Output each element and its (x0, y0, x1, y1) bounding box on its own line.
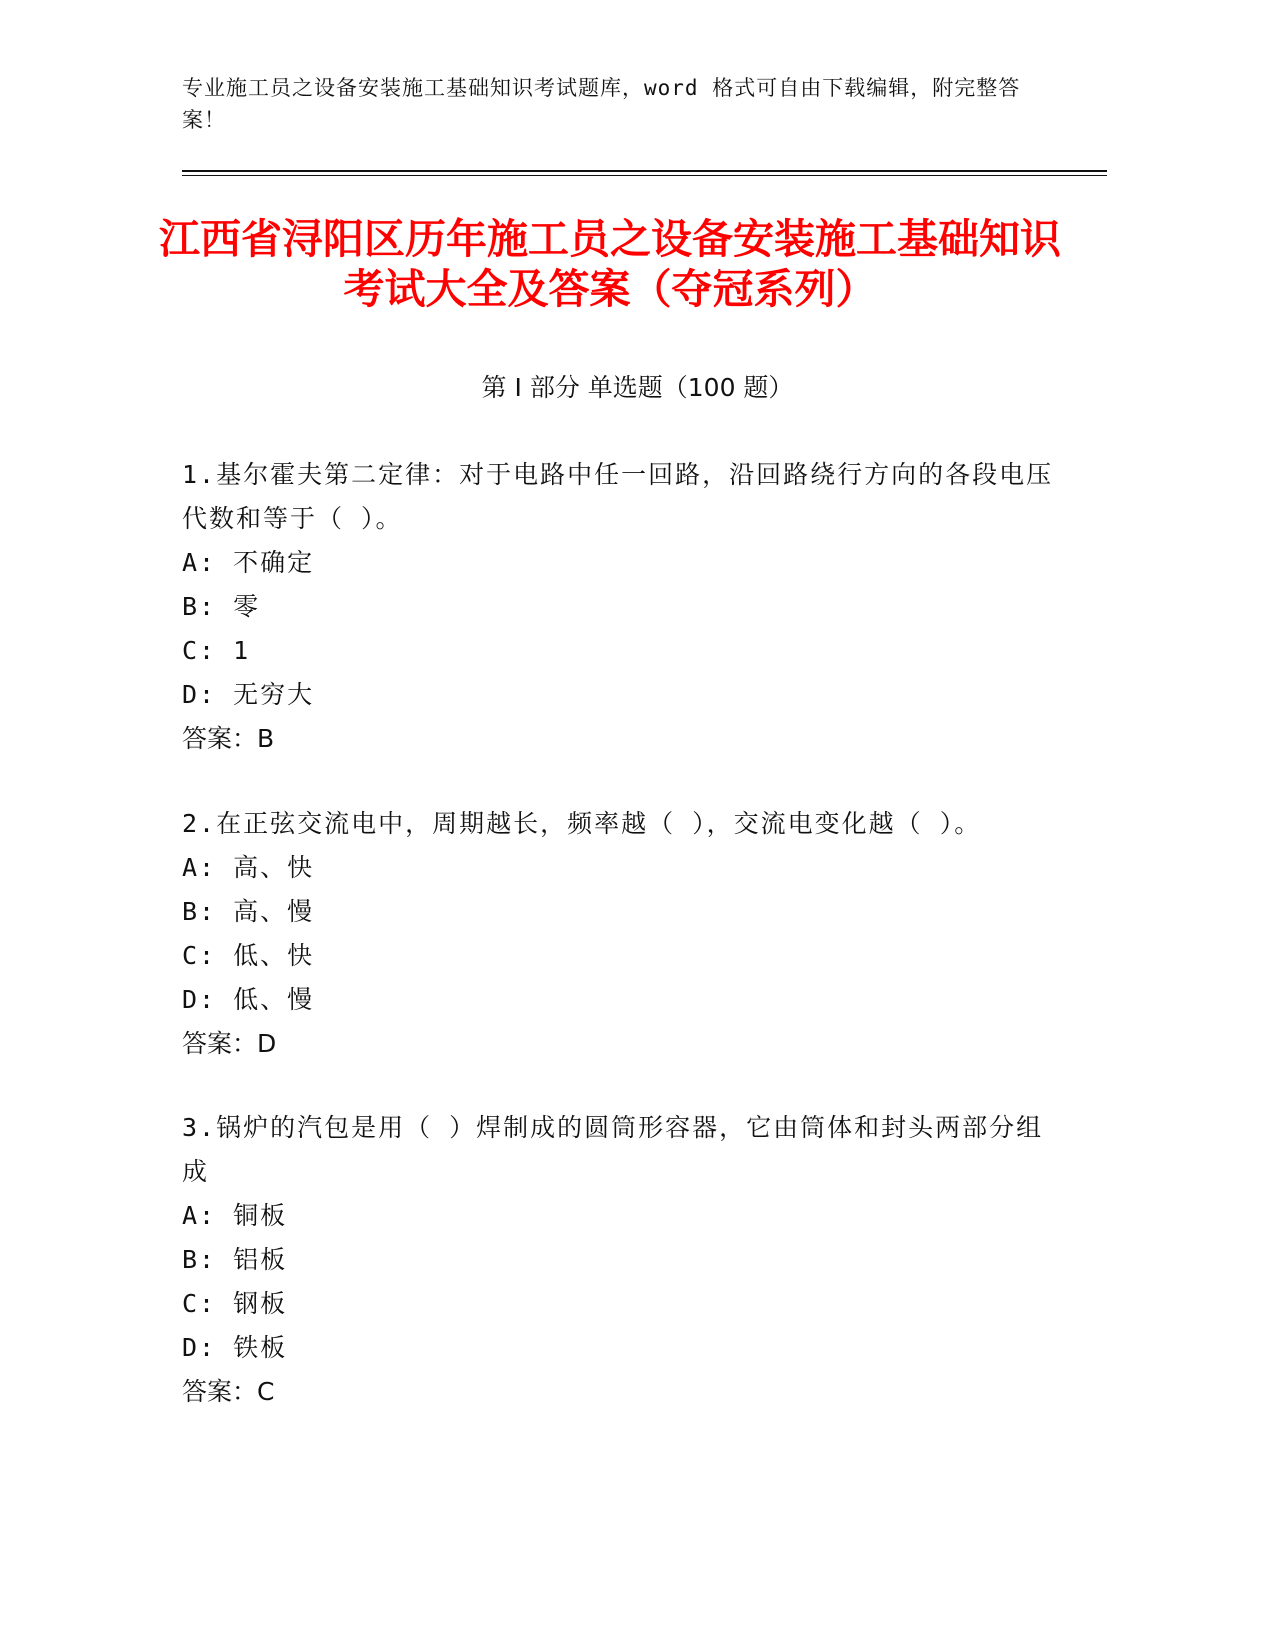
answer: 答案：B (182, 724, 275, 753)
question-stem: 2.在正弦交流电中，周期越长，频率越（ ），交流电变化越（ ）。 (182, 809, 982, 838)
option-d: D: 低、慢 (182, 985, 315, 1014)
option-a: A: 不确定 (182, 548, 315, 577)
option-b: B: 铝板 (182, 1245, 288, 1274)
option-d: D: 铁板 (182, 1333, 288, 1362)
option-c: C: 钢板 (182, 1289, 288, 1318)
answer: 答案：C (182, 1377, 275, 1406)
answer: 答案：D (182, 1029, 277, 1058)
question-3 (182, 1106, 1062, 1414)
option-a: A: 高、快 (182, 853, 315, 882)
option-c: C: 低、快 (182, 941, 315, 970)
question-1 (182, 453, 1062, 761)
section-heading: 第 I 部分 单选题（100 题） (481, 373, 794, 402)
header-divider-top (182, 170, 1107, 172)
option-b: B: 高、慢 (182, 897, 315, 926)
option-b: B: 零 (182, 592, 261, 621)
option-c: C: 1 (182, 636, 251, 665)
option-d: D: 无穷大 (182, 680, 315, 709)
header-note: 专业施工员之设备安装施工基础知识考试题库，word 格式可自由下载编辑，附完整答案！ (182, 76, 1021, 132)
question-2 (182, 802, 1062, 1066)
document-title: 江西省浔阳区历年施工员之设备安装施工基础知识考试大全及答案（夺冠系列） (159, 215, 1061, 313)
header-divider-bottom (182, 175, 1107, 176)
option-a: A: 铜板 (182, 1201, 288, 1230)
question-stem: 3.锅炉的汽包是用（ ）焊制成的圆筒形容器，它由筒体和封头两部分组成 (182, 1113, 1044, 1186)
question-stem: 1.基尔霍夫第二定律：对于电路中任一回路，沿回路绕行方向的各段电压代数和等于（ ）。 (182, 460, 1054, 533)
